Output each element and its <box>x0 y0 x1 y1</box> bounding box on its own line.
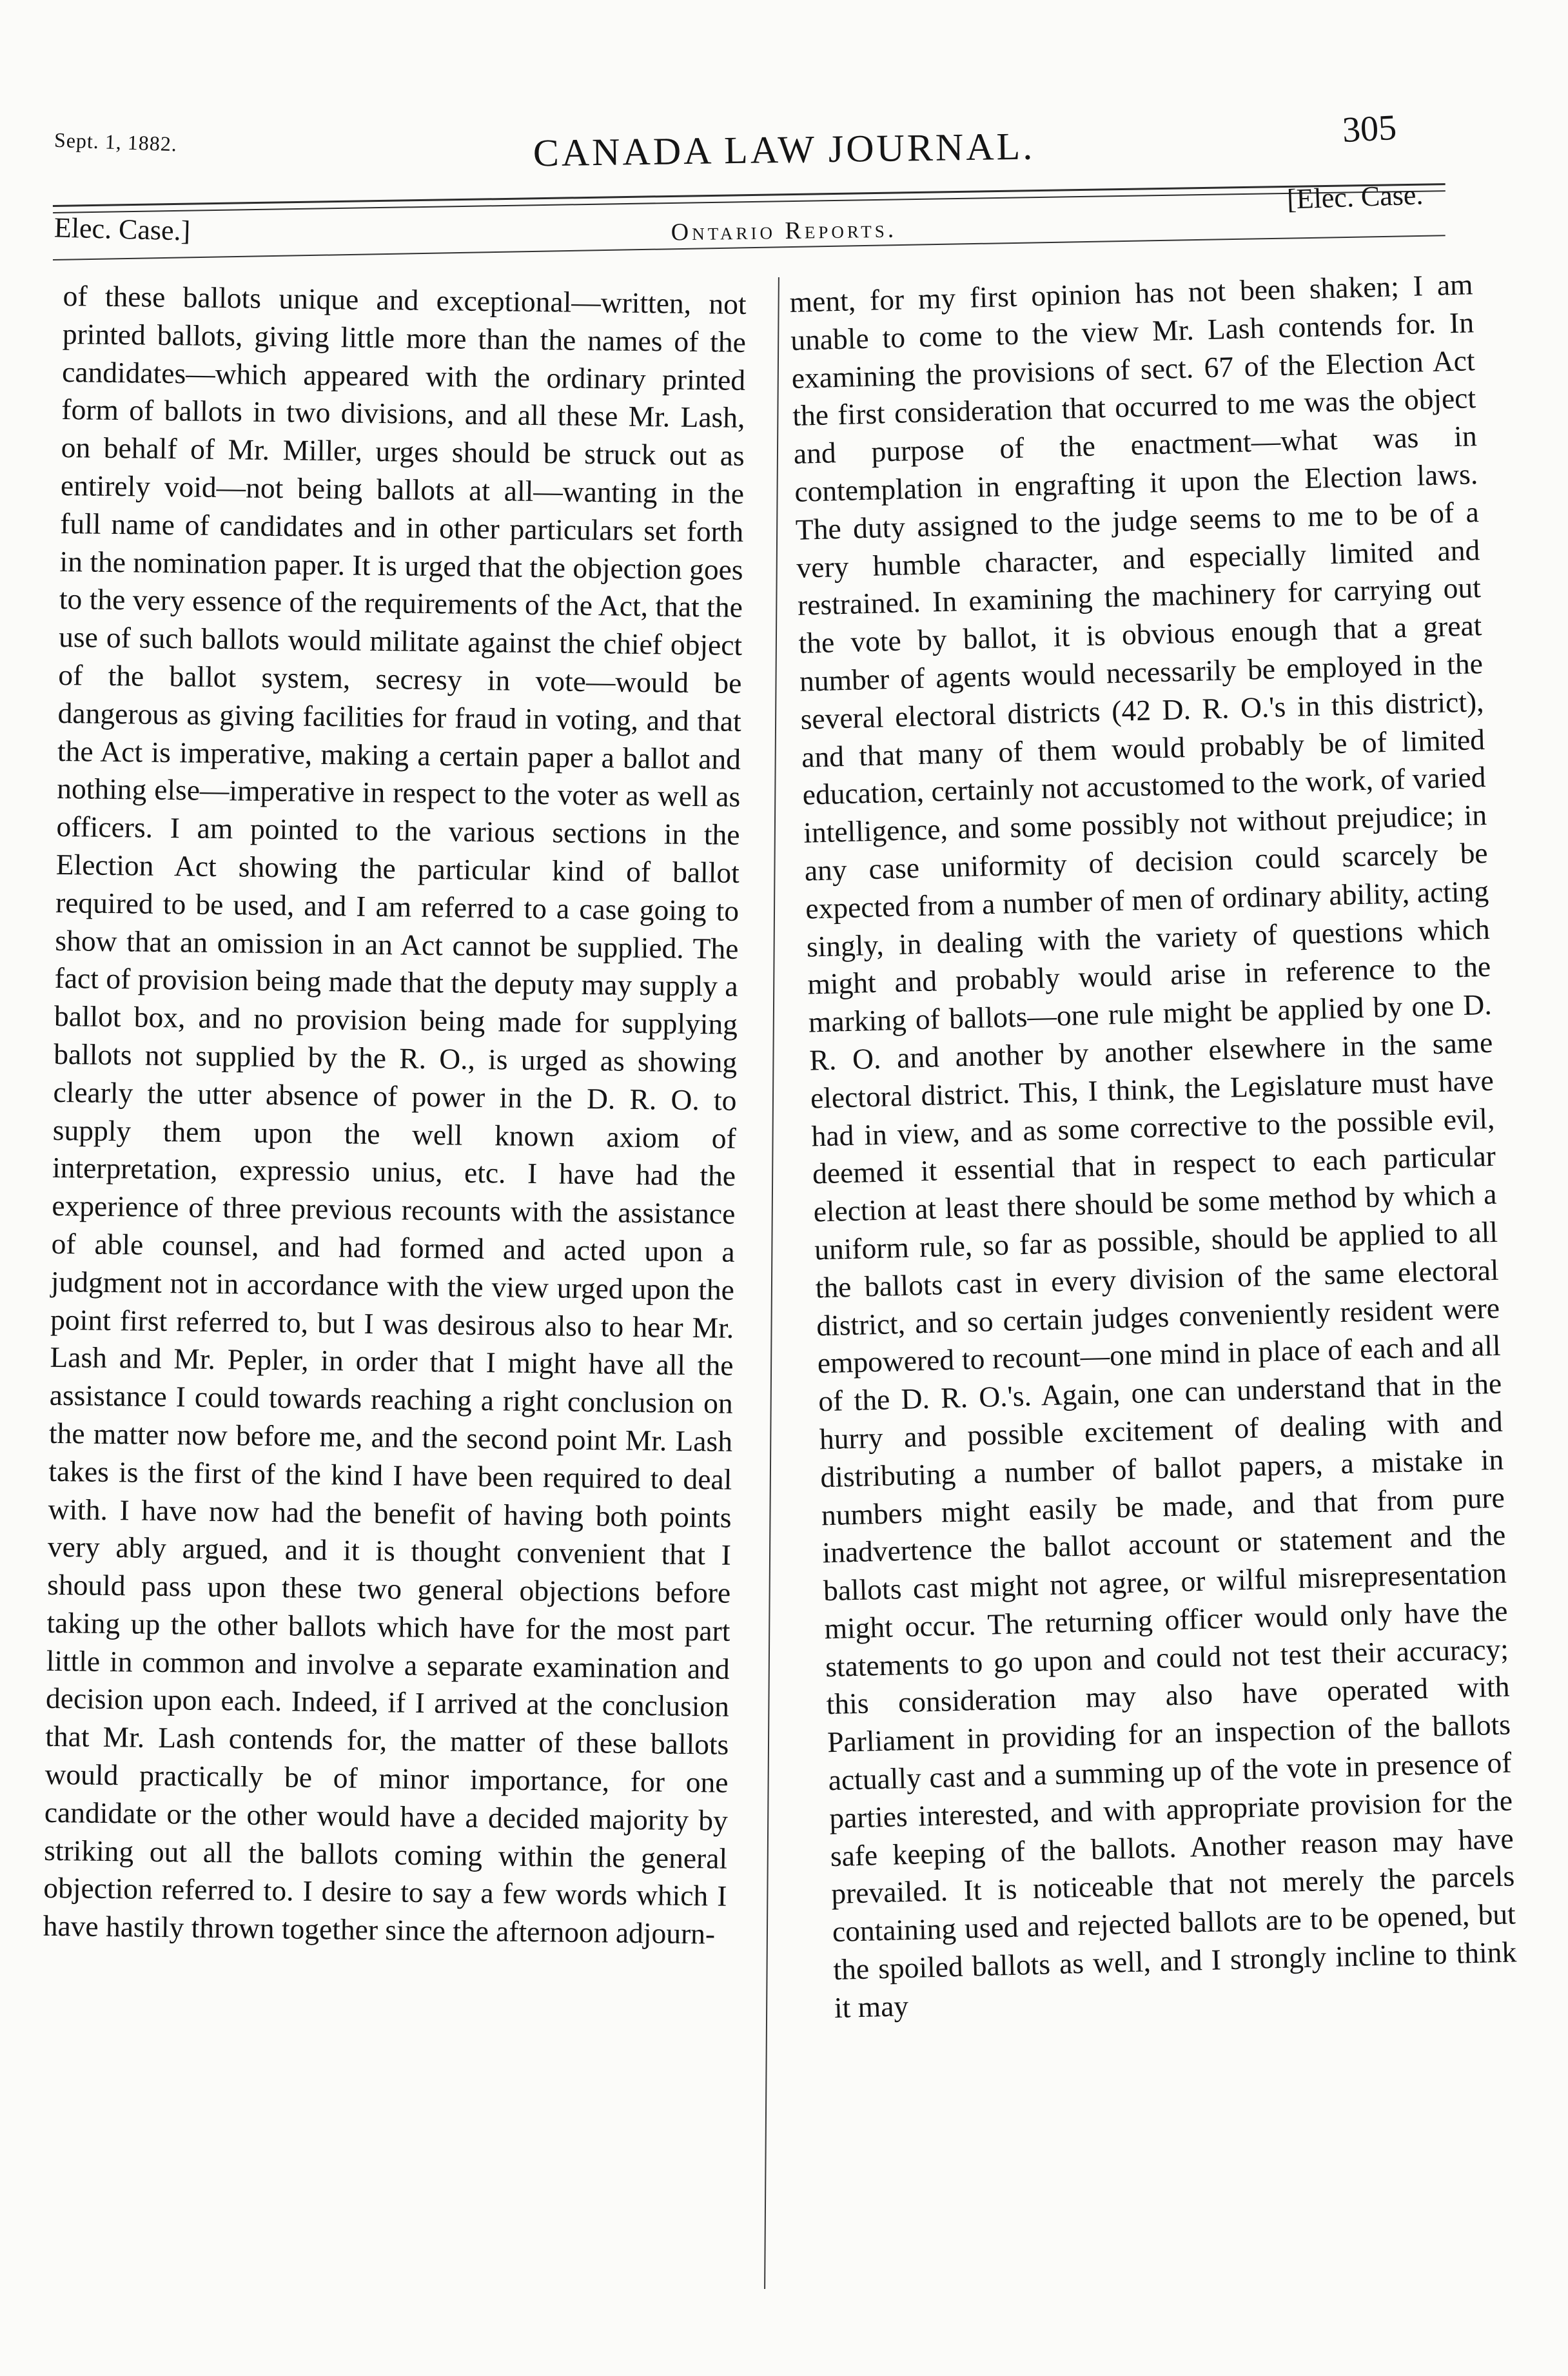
journal-title: CANADA LAW JOURNAL. <box>533 124 1035 175</box>
left-column-text: of these ballots unique and exceptional—written, not printed ballots, giving little more than the names of the candidates—which appeared with the ordinary printed form of ballots in two divisions, and all these Mr. Lash, on behalf of Mr. Miller, urges should be struck out as entirely void—not being ballots at all—wanting in the full name of candidates and in other particulars set forth in the nomination paper. It is urged that the objection goes to the very essence of the requirements of the Act, that the use of such ballots would militate against the chief object of the ballot system, secresy in vote—would be dangerous as giving facilities for fraud in voting, and that the Act is imperative, making a certain paper a ballot and nothing else—imperative in respect to the voter as well as officers. I am pointed to the various sections in the Election Act showing the particular kind of ballot required to be used, and I am referred to a case going to show that an omission in an Act cannot be supplied. The fact of provision being made that the deputy may supply a ballot box, and no provision being made for supplying ballots not supplied by the R. O., is urged as showing clearly the utter absence of power in the D. R. O. to supply them upon the well known axiom of interpretation, expressio unius, etc. I have had the experience of three previous recounts with the assistance of able counsel, and had formed and acted upon a judgment not in accordance with the view urged upon the point first referred to, but I was desirous also to hear Mr. Lash and Mr. Pepler, in order that I might have all the assistance I could towards reaching a right conclusion on the matter now before me, and the second point Mr. Lash takes is the first of the kind I have been required to deal with. I have now had the benefit of having both points very ably argued, and it is thought convenient that I should pass upon these two general objections before taking up the other ballots which have for the most part little in common and involve a separate examination and decision upon each. Indeed, if I arrived at the conclusion that Mr. Lash contends for, the matter of these ballots would practically be of minor importance, for one candidate or the other would have a decided majority by striking out all the ballots coming within the general objection referred to. I desire to say a few words which I have hastily thrown together since the afternoon adjourn- <box>43 279 747 1950</box>
left-column <box>43 277 747 1954</box>
page-number: 305 <box>1341 107 1398 151</box>
case-label-left: Elec. Case.] <box>54 211 191 247</box>
right-column-text: ment, for my first opinion has not been shaken; I am unable to come to the view Mr. Lash contends for. In examining the provisions of sect. 67 of the Election Act the first consideration that occurred to me was the object and purpose of the enactment—what was in contemplation in engrafting it upon the Election laws. The duty assigned to the judge seems to me to be of a very humble character, and especially limited and restrained. In examining the machinery for carrying out the vote by ballot, it is obvious enough that a great number of agents would necessarily be employed in the several electoral districts (42 D. R. O.'s in this district), and that many of them would probably be of limited education, certainly not accustomed to the work, of varied intelligence, and some possibly not without prejudice; in any case uniformity of decision could scarcely be expected from a number of men of ordinary ability, acting singly, in dealing with the variety of questions which might and probably would arise in reference to the marking of ballots—one rule might be applied by one D. R. O. and another by another elsewhere in the same electoral district. This, I think, the Legislature must have had in view, and as some corrective to the possible evil, deemed it essential that in respect to each particular election at least there should be some method by which a uniform rule, so far as possible, should be applied to all the ballots cast in every division of the same electoral district, and so certain judges conveniently resident were empowered to recount—one mind in place of each and all of the D. R. O.'s. Again, one can understand that in the hurry and possible excitement of dealing with and distributing a number of ballot papers, a mistake in numbers might easily be made, and that from pure inadvertence the ballot account or statement and the ballots cast might not agree, or wilful misrepresentation might occur. The returning officer would only have the statements to go upon and could not test their accuracy; this consideration may also have operated with Parliament in providing for an inspection of the ballots actually cast and a summing up of the vote in presence of parties interested, and with appropriate provision for the safe keeping of the ballots. Another reason may have prevailed. It is noticeable that not merely the parcels containing used and rejected ballots are to be opened, but the spoiled ballots as well, and I strongly incline to think it may <box>789 268 1517 2024</box>
column-divider <box>764 277 779 2289</box>
section-title: Ontario Reports. <box>671 215 897 246</box>
issue-date: Sept. 1, 1882. <box>54 128 178 156</box>
right-column <box>789 266 1518 2027</box>
case-label-right: [Elec. Case. <box>1286 179 1424 215</box>
header-double-rule <box>53 183 1446 213</box>
